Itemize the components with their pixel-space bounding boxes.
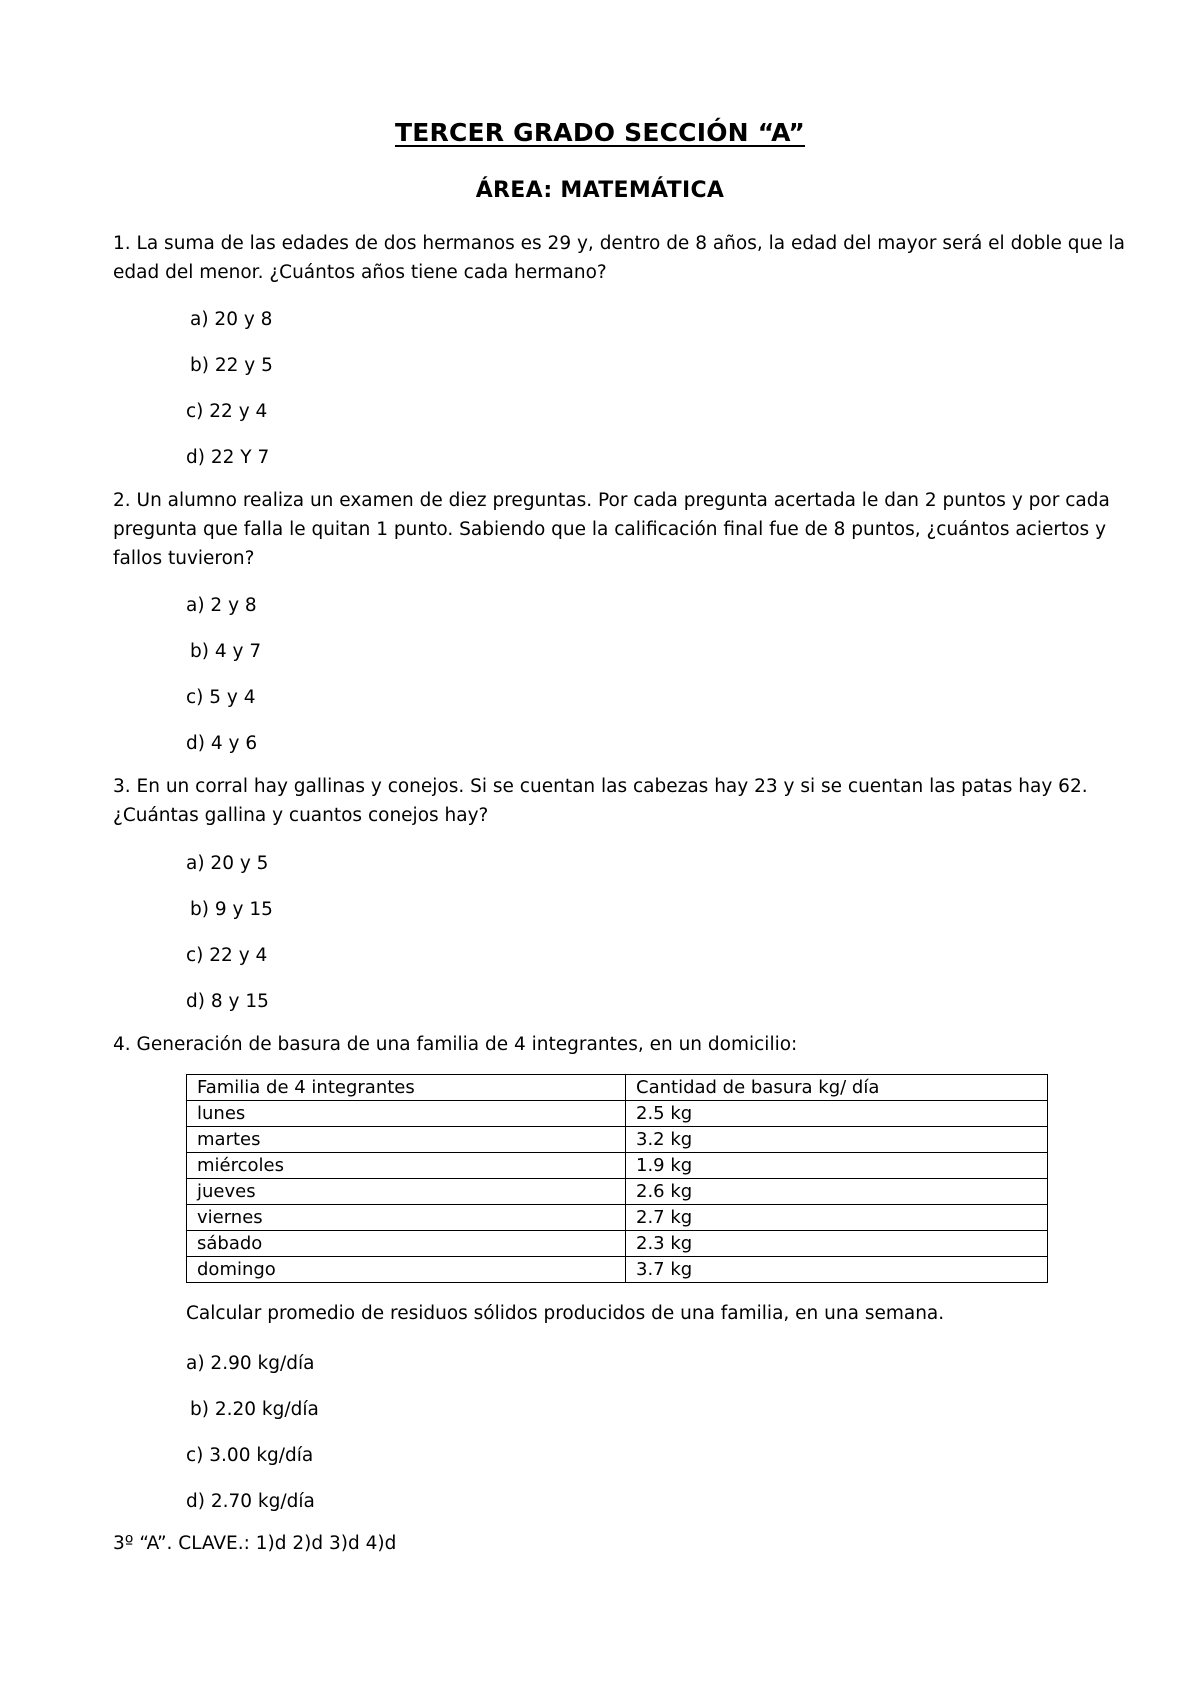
question-4-text: 4. Generación de basura de una familia de 4 integrantes, en un domicilio: [113, 1034, 798, 1055]
table-header-cell: Familia de 4 integrantes [187, 1075, 626, 1101]
question-3-option-c: c) 22 y 4 [186, 945, 268, 966]
subject-area-heading: ÁREA: MATEMÁTICA [475, 178, 725, 203]
table-row [187, 1179, 1048, 1205]
question-2-text: 2. Un alumno realiza un examen de diez preguntas. Por cada pregunta acertada le dan 2 puntos y por cada pregunta que falla le quitan 1 punto. Sabiendo que la calificación final fue de 8 puntos, ¿cuántos aciertos y fallos tuvieron? [113, 490, 1110, 569]
table-cell-day: sábado [187, 1231, 626, 1257]
table-cell-day: jueves [187, 1179, 626, 1205]
question-4-instruction: Calcular promedio de residuos sólidos producidos de una familia, en una semana. [186, 1303, 945, 1324]
question-3-option-d: d) 8 y 15 [186, 991, 269, 1012]
garbage-table [186, 1074, 1048, 1283]
table-cell-day: lunes [187, 1101, 626, 1127]
answer-key: 3º “A”. CLAVE.: 1)d 2)d 3)d 4)d [113, 1533, 397, 1554]
table-header-cell: Cantidad de basura kg/ día [626, 1075, 1048, 1101]
question-1-option-a: a) 20 y 8 [190, 309, 273, 330]
table-cell-amount: 1.9 kg [626, 1153, 1048, 1179]
page-title: TERCER GRADO SECCIÓN “A” [394, 118, 806, 147]
question-3-option-b: b) 9 y 15 [190, 899, 273, 920]
question-1-option-c: c) 22 y 4 [186, 401, 268, 422]
table-cell-amount: 2.5 kg [626, 1101, 1048, 1127]
table-cell-amount: 2.6 kg [626, 1179, 1048, 1205]
question-3-option-a: a) 20 y 5 [186, 853, 269, 874]
question-3-text: 3. En un corral hay gallinas y conejos. Si se cuentan las cabezas hay 23 y si se cuentan las patas hay 62. ¿Cuántas gallina y cuantos conejos hay? [113, 776, 1088, 826]
question-2-option-b: b) 4 y 7 [190, 641, 262, 662]
table-row [187, 1127, 1048, 1153]
question-1-option-b: b) 22 y 5 [190, 355, 273, 376]
table-cell-day: miércoles [187, 1153, 626, 1179]
table-row [187, 1257, 1048, 1283]
table-cell-amount: 2.7 kg [626, 1205, 1048, 1231]
table-cell-amount: 2.3 kg [626, 1231, 1048, 1257]
question-4-option-c: c) 3.00 kg/día [186, 1445, 314, 1466]
table-row [187, 1153, 1048, 1179]
question-1-option-d: d) 22 Y 7 [186, 447, 270, 468]
table-cell-day: viernes [187, 1205, 626, 1231]
question-2-option-a: a) 2 y 8 [186, 595, 257, 616]
question-4-option-b: b) 2.20 kg/día [190, 1399, 319, 1420]
table-row [187, 1205, 1048, 1231]
table-header-row [187, 1075, 1048, 1101]
question-4-option-a: a) 2.90 kg/día [186, 1353, 315, 1374]
table-row [187, 1101, 1048, 1127]
question-4-option-d: d) 2.70 kg/día [186, 1491, 315, 1512]
table-row [187, 1231, 1048, 1257]
table-cell-day: domingo [187, 1257, 626, 1283]
table-cell-amount: 3.2 kg [626, 1127, 1048, 1153]
question-2-option-c: c) 5 y 4 [186, 687, 256, 708]
table-cell-amount: 3.7 kg [626, 1257, 1048, 1283]
table-cell-day: martes [187, 1127, 626, 1153]
question-1-text: 1. La suma de las edades de dos hermanos es 29 y, dentro de 8 años, la edad del mayor será el doble que la edad del menor. ¿Cuántos años tiene cada hermano? [113, 233, 1125, 283]
question-2-option-d: d) 4 y 6 [186, 733, 258, 754]
